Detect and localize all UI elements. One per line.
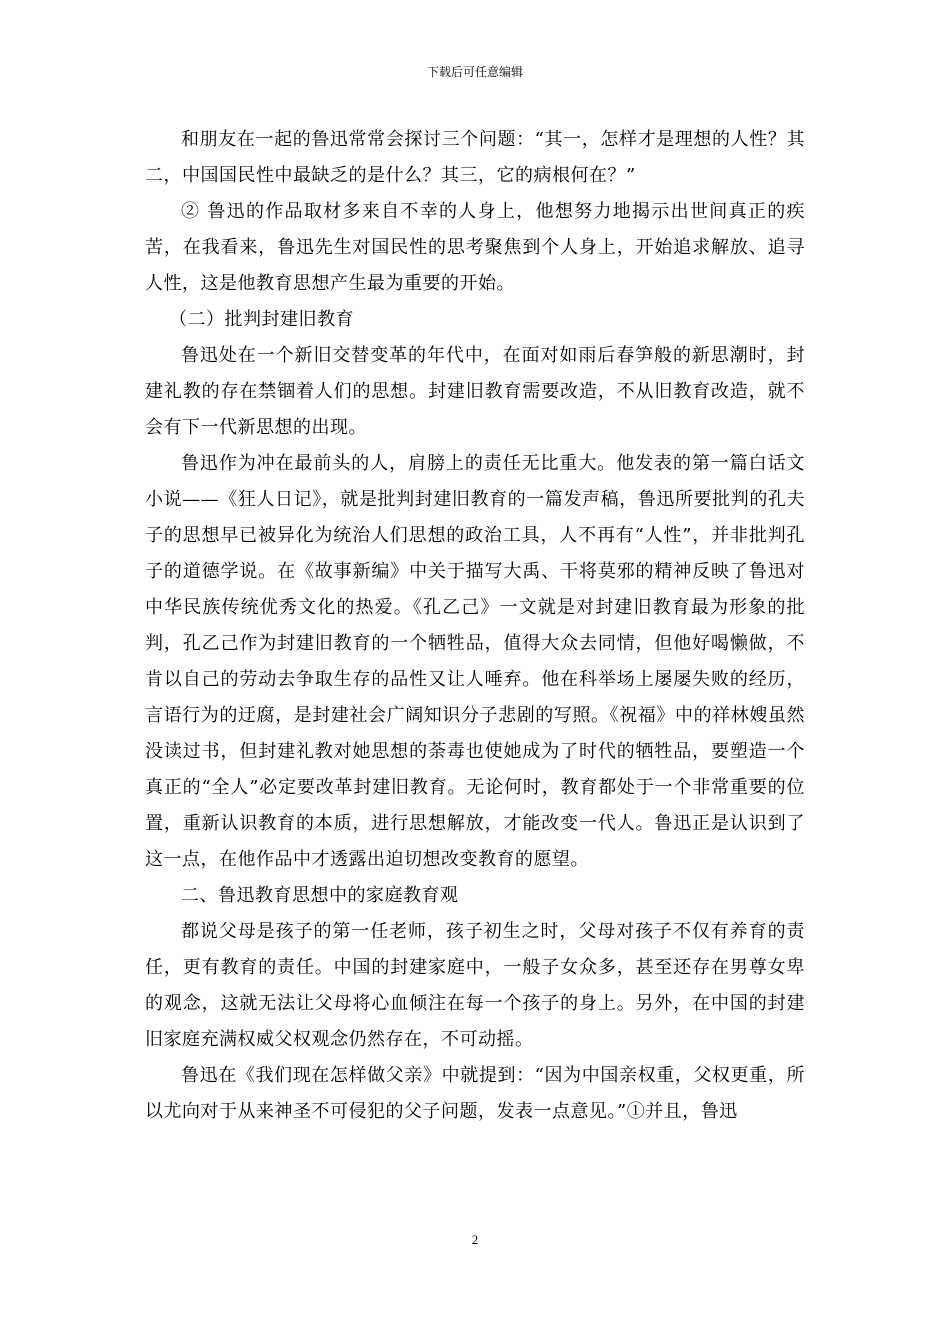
paragraph-new-old-era: 鲁迅处在一个新旧交替变革的年代中，在面对如雨后春笋般的新思潮时，封建礼教的存在禁锢着人们的思想。封建旧教育需要改造，不从旧教育改造，就不会有下一代新思想的出现。 — [145, 345, 805, 438]
paragraph-madman-diary: 鲁迅作为冲在最前头的人，肩膀上的责任无比重大。他发表的第一篇白话文小说——《狂人日记》，就是批判封建旧教育的一篇发声稿，鲁迅所要批判的孔夫子的思想早已被异化为统治人们思想的政治工具，人不再有“人性”，并非批判孔子的道德学说。在《故事新编》中关于描写大禹、干将莫邪的精神反映了鲁迅对中华民族传统优秀文化的热爱。《孔乙己》一文就是对封建旧教育最为形象的批判，孔乙己作为封建旧教育的一个牺牲品，值得大众去同情，但他好喝懒做，不肯以自己的劳动去争取生存的品性又让人唾弃。他在科举场上屡屡失败的经历，言语行为的迂腐，是封建社会广阔知识分子悲剧的写照。《祝福》中的祥林嫂虽然没读过书，但封建礼教对她思想的荼毒也使她成为了时代的牺牲品，要塑造一个真正的“全人”必定要改革封建旧教育。无论何时，教育都处于一个非常重要的位置，重新认识教育的本质，进行思想解放，才能改变一代人。鲁迅正是认识到了这一点，在他作品中才透露出迫切想改变教育的愿望。 — [145, 453, 805, 870]
paragraph-how-to-be-father: 鲁迅在《我们现在怎样做父亲》中就提到：“因为中国亲权重，父权更重，所以尤向对于从来神圣不可侵犯的父子问题，发表一点意见。”①并且，鲁迅 — [145, 1065, 805, 1122]
document-body — [145, 122, 805, 1130]
paragraph-three-questions: 和朋友在一起的鲁迅常常会探讨三个问题：“其一，怎样才是理想的人性？其二，中国国民性中最缺乏的是什么？其三，它的病根何在？” — [145, 129, 805, 186]
page-number: 2 — [471, 1232, 479, 1247]
section-heading-criticize-old-education: （二）批判封建旧教育 — [169, 309, 354, 330]
paragraph-national-character: ② 鲁迅的作品取材多来自不幸的人身上，他想努力地揭示出世间真正的疾苦，在我看来，鲁迅先生对国民性的思考聚焦到个人身上，开始追求解放、追寻人性，这是他教育思想产生最为重要的开始。 — [145, 201, 805, 294]
paragraph-parents-first-teacher: 都说父母是孩子的第一任老师，孩子初生之时，父母对孩子不仅有养育的责任，更有教育的责任。中国的封建家庭中，一般子女众多，甚至还存在男尊女卑的观念，这就无法让父母将心血倾注在每一个孩子的身上。另外，在中国的封建旧家庭充满权威父权观念仍然存在，不可动摇。 — [145, 921, 805, 1050]
section-heading-family-education: 二、鲁迅教育思想中的家庭教育观 — [181, 885, 459, 906]
page-header: 下载后可任意编辑 — [426, 65, 523, 79]
